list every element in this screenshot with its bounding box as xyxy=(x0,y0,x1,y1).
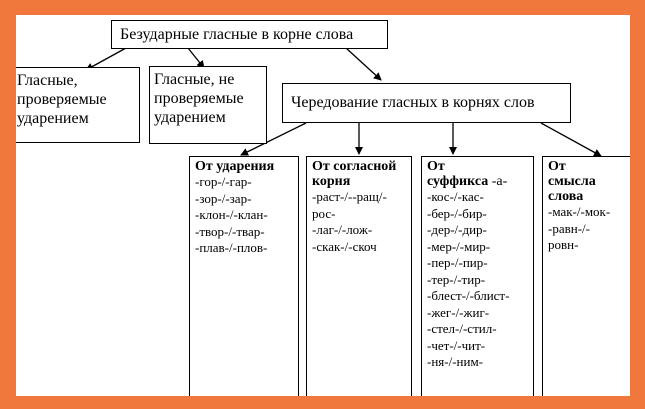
arrow-root-to-unchecked xyxy=(188,48,204,68)
checked-vowels-label: Гласные, проверяемые ударением xyxy=(17,72,107,127)
arrow-alt-to-col-4 xyxy=(541,123,601,156)
column-suffix-items: -кос-/-кас- -бер-/-бир- -дер-/-дир- -мер-/-мир- -пер-/-пир- -тер-/-тир- -блест-/-блист- -жег-/-жиг- -стел-/-стил- -чет-/-чит- -ня-/-ним- xyxy=(427,189,510,369)
column-meaning-title: От смысла слова xyxy=(548,159,596,204)
root-node xyxy=(111,20,388,49)
column-suffix xyxy=(421,156,534,396)
column-consonant-items: -раст-/--ращ/- рос- -лаг-/-лож- -скак-/-скоч xyxy=(312,189,387,254)
arrow-root-to-alternation xyxy=(346,48,381,80)
column-meaning xyxy=(542,156,630,396)
diagram-canvas xyxy=(16,15,630,396)
column-suffix-title: От суффикса -а- xyxy=(427,159,508,189)
alternation-label: Чередование гласных в корнях слов xyxy=(291,94,535,111)
alternation-node xyxy=(282,83,571,123)
column-consonant-title: От согласной корня xyxy=(312,159,397,189)
column-stress xyxy=(189,156,299,396)
unchecked-vowels-node xyxy=(149,66,267,144)
column-meaning-items: -мак-/-мок- -равн-/- ровн- xyxy=(548,204,611,252)
column-stress-items: -гор-/-гар- -зор-/-зар- -клон-/-клан- -твор-/-твар- -плав-/-плов- xyxy=(195,174,268,255)
column-consonant xyxy=(306,156,412,396)
root-node-label: Безударные гласные в корне слова xyxy=(120,26,354,43)
checked-vowels-node xyxy=(16,67,140,143)
unchecked-vowels-label: Гласные, не проверяемые ударением xyxy=(154,71,244,126)
column-stress-title: От ударения xyxy=(195,159,275,174)
